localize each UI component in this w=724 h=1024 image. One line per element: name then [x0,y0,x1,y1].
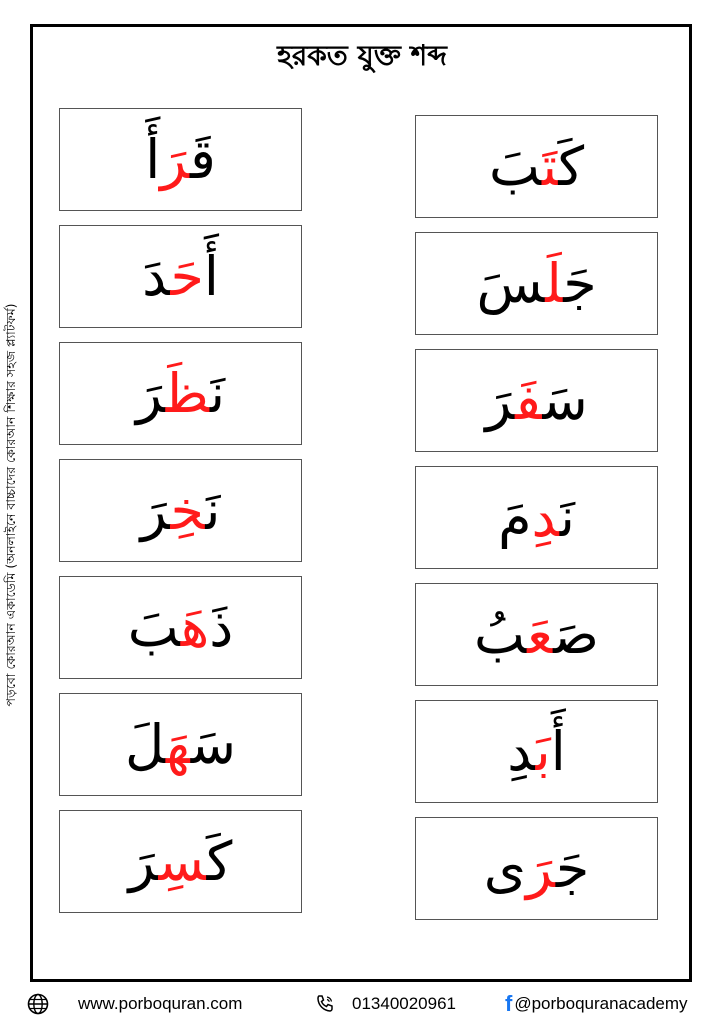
left-word-box [59,342,302,445]
letter-first: نَ [210,361,226,425]
facebook-icon: f [505,991,513,1016]
letter-last: رَ [135,361,166,425]
phone-icon [316,992,334,1016]
letter-first: قَ [190,127,216,191]
letter-last: رَ [485,368,516,432]
letter-first: نَ [559,485,575,549]
side-caption: পড়বো কোরআন একাডেমি (অনলাইনে বাচ্চাদের কোরআন শিক্ষার সহজ প্ল্যাটফর্ম) [3,303,18,707]
letter-last: دِ [507,719,536,783]
letter-last: بَ [127,595,181,659]
arabic-word [476,251,597,315]
arabic-word [135,361,226,425]
phone-number: 01340020961 [352,994,457,1013]
letter-highlight: عَ [527,602,554,666]
letter-first: جَ [555,836,590,900]
letter-first: أَ [203,244,219,308]
letter-first: جَ [563,251,597,315]
letter-highlight: لَ [545,251,564,315]
arabic-word [145,127,216,191]
letter-last: بَ [488,134,543,198]
letter-first: أَ [550,719,566,783]
arabic-word [507,719,566,783]
arabic-word [142,244,219,308]
left-word-box [59,693,302,796]
letter-highlight: تَ [542,134,559,198]
letter-highlight: هَ [180,595,210,659]
left-word-box [59,108,302,211]
letter-first: ذَ [209,595,234,659]
letter-highlight: هَ [165,712,191,776]
arabic-word [474,602,599,666]
letter-last: دَ [142,244,171,308]
arabic-word [498,485,575,549]
page-title: হরকত যুক্ত শব্দ [277,39,447,72]
right-word-box [415,583,658,686]
globe-icon [27,992,49,1016]
letter-first: نَ [205,478,221,542]
footer [0,992,724,1016]
letter-first: سَ [190,712,237,776]
letter-last: رَ [128,829,159,893]
arabic-word [140,478,221,542]
facebook-handle-text: @porboquranacademy [514,994,688,1013]
arabic-word [124,712,237,776]
letter-highlight: سِ [158,829,207,893]
left-word-box [59,459,302,562]
right-word-box [415,349,658,452]
letter-highlight: فَ [515,368,543,432]
arabic-word [128,829,233,893]
letter-last: ى [483,836,527,900]
letter-highlight: ظَ [165,361,211,425]
letter-first: سَ [542,368,588,432]
left-word-box [59,225,302,328]
letter-first: كَ [558,134,585,198]
letter-highlight: رَ [160,127,190,191]
letter-highlight: دِ [531,485,560,549]
arabic-word [127,595,234,659]
website-link[interactable]: www.porboquran.com [78,994,243,1013]
right-word-box [415,115,658,218]
letter-highlight: رَ [526,836,556,900]
left-word-box [59,810,302,913]
letter-highlight: بَ [535,719,551,783]
letter-last: مَ [498,485,532,549]
left-word-box [59,576,302,679]
right-word-box [415,232,658,335]
arabic-word [483,836,590,900]
letter-last: لَ [124,712,166,776]
letter-last: أَ [145,127,161,191]
letter-highlight: خِ [170,478,206,542]
letter-first: صَ [553,602,599,666]
letter-first: كَ [206,829,233,893]
letter-last: رَ [140,478,171,542]
letter-highlight: حَ [170,244,204,308]
arabic-word [485,368,588,432]
arabic-word [488,134,585,198]
letter-last: سَ [476,251,546,315]
letter-last: بُ [474,602,528,666]
facebook-handle[interactable] [505,992,688,1016]
right-word-box [415,466,658,569]
right-word-box [415,700,658,803]
right-word-box [415,817,658,920]
